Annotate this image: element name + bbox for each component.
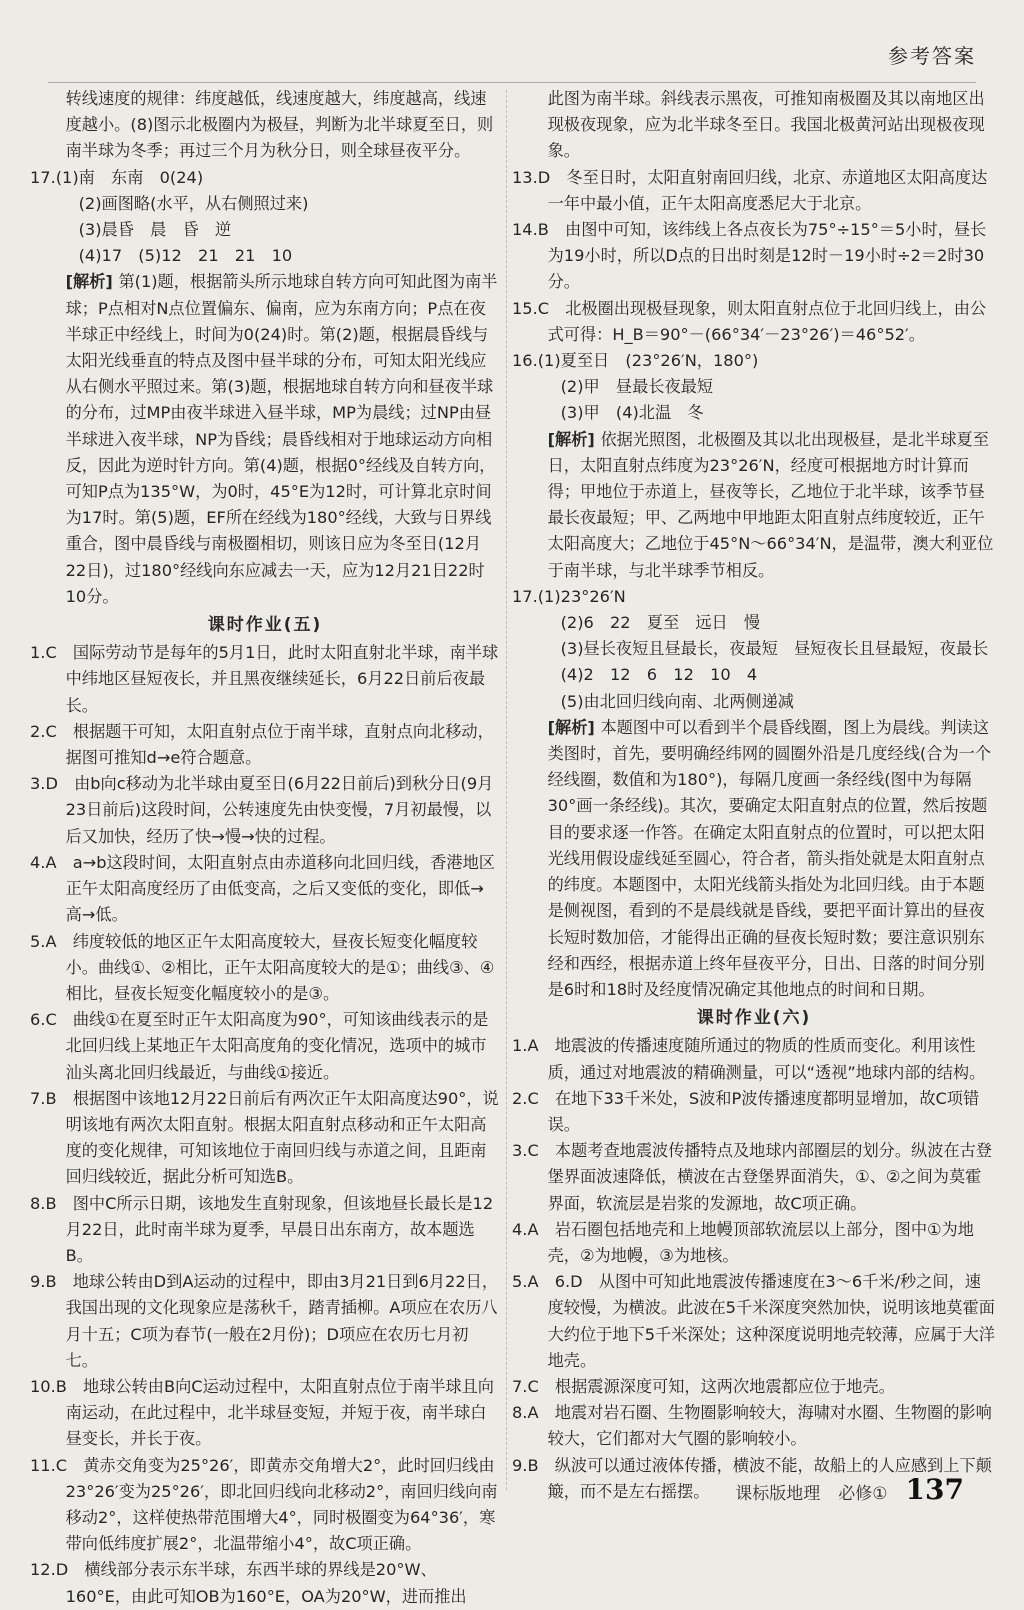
footer [735, 1473, 964, 1506]
header-label: 参考答案 [888, 44, 976, 68]
left-column [30, 86, 500, 1610]
answer-line: (3)晨昏 晨 昏 逆 [78, 220, 232, 240]
answer-line: (2)画图略(水平，从右侧照过来) [78, 193, 309, 213]
answer-item: 5.A 6.D 从图中可知此地震波传播速度在3～6千米/秒之间，速度较慢，为横波。此波在5千米深度突然加快，说明该地莫霍面大约位于地下5千米深处；这种深度说明地壳较薄，应属于大洋地壳。 [512, 1272, 995, 1370]
answer-item: 17.(1)南 东南 0(24) [30, 167, 204, 187]
answer-item: 5.A 纬度较低的地区正午太阳高度较大，昼夜长短变化幅度较小。曲线①、②相比，正午太阳高度较大的是①；曲线③、④相比，昼夜长短变化幅度较小的是③。 [30, 931, 495, 1003]
footer-volume: 必修① [838, 1484, 888, 1504]
answer-item: 4.A a→b这段时间，太阳直射点由赤道移向北回归线，香港地区正午太阳高度经历了由低变高，之后又变低的变化，即低→高→低。 [30, 852, 495, 925]
right-column [512, 86, 996, 1505]
answer-item: 10.B 地球公转由B向C运动过程中，太阳直射点位于南半球且向南运动，在此过程中，北半球昼变短，并短于夜，南半球白昼变长，并长于夜。 [30, 1376, 494, 1449]
answer-item: 7.B 根据图中该地12月22日前后有两次正午太阳高度达90°，说明该地有两次太阳直射。根据太阳直射点移动和正午太阳高度的变化规律，可知该地位于南回归线与赤道之间，且距南回归线较近，据此分析可知选B。 [30, 1088, 499, 1187]
answer-item: 2.C 根据题干可知，太阳直射点位于南半球，直射点向北移动，据图可推知d→e符合题意。 [30, 721, 494, 768]
answer-line: (4)2 12 6 12 10 4 [560, 665, 758, 685]
answer-item: 7.C 根据震源深度可知，这两次地震都应位于地壳。 [512, 1376, 895, 1396]
answer-item: 1.C 国际劳动节是每年的5月1日，此时太阳直射北半球，南半球中纬地区昼短夜长，并且黑夜继续延长，6月22日前后夜最长。 [30, 643, 499, 715]
answer-line: (4)17 (5)12 21 21 10 [78, 246, 293, 266]
answer-item: 9.B 地球公转由D到A运动的过程中，即由3月21日到6月22日，我国出现的文化现象应是荡秋千，踏青插柳。A项应在农历八月十五；C项为春节(一般在2月份)；D项应在农历七月初七。 [30, 1272, 499, 1370]
answer-item: 15.C 北极圈出现极昼现象，则太阳直射点位于北回归线上，由公式可得：H_B＝90°－(66°34′－23°26′)＝46°52′。 [512, 298, 987, 344]
analysis-text: 依据光照图，北极圈及其以北出现极昼，是北半球夏至日，太阳直射点纬度为23°26′N，经度可根据地方时计算而得；甲地位于赤道上，昼夜等长，乙地位于北半球，该季节昼最长夜最短；甲、乙两地中甲地距太阳直射点纬度较近，正午太阳高度大；乙地位于45°N～66°34′N，是温带，澳大利亚位于南半球，与北半球季节相反。 [547, 429, 994, 580]
answer-item: 1.A 地震波的传播速度随所通过的物质的性质而变化。利用该性质，通过对地震波的精确测量，可以“透视”地球内部的结构。 [512, 1036, 986, 1082]
section-heading: 课时作业(五) [207, 615, 323, 636]
answer-line: 此图为南半球。斜线表示黑夜，可推知南极圈及其以南地区出现极夜现象，应为北半球冬至日。我国北极黄河站出现极夜现象。 [547, 89, 985, 161]
answer-item: 13.D 冬至日时，太阳直射南回归线，北京、赤道地区太阳高度达一年中最小值，正午太阳高度悉尼大于北京。 [512, 167, 988, 213]
answer-item: 3.C 本题考查地震波传播特点及地球内部圈层的划分。纵波在古登堡界面波速降低，横波在古登堡界面消失，①、②之间为莫霍界面，软流层是岩浆的发源地，故C项正确。 [512, 1141, 992, 1213]
answer-item: 8.A 地震对岩石圈、生物圈影响较大，海啸对水圈、生物圈的影响较大，它们都对大气圈的影响较小。 [512, 1403, 992, 1449]
analysis-tag: [解析] [65, 272, 119, 292]
answer-item: 2.C 在地下33千米处，S波和P波传播速度都明显增加，故C项错误。 [512, 1088, 980, 1134]
analysis-tag: [解析] [547, 717, 601, 737]
answer-item: 12.D 横线部分表示东半球，东西半球的界线是20°W、160°E，由此可知OB为160°E，OA为20°W，进而推出 [30, 1560, 467, 1606]
answer-item: 9.B 纵波可以通过液体传播，横波不能，故船上的人应感到上下颠簸，而不是左右摇摆。 [512, 1455, 992, 1501]
answer-line: 转线速度的规律：纬度越低，线速度越大，纬度越高，线速度越小。(8)图示北极圈内为极昼，判断为北半球夏至日，则南半球为冬季；再过三个月为秋分日，则全球昼夜平分。 [65, 89, 494, 161]
answer-item: 3.D 由b向c移动为北半球由夏至日(6月22日前后)到秋分日(9月23日前后)这段时间，公转速度先由快变慢，7月初最慢，以后又加快，经历了快→慢→快的过程。 [30, 774, 494, 846]
answer-line: (3)昼长夜短且昼最长，夜最短 昼短夜长且昼最短，夜最长 [560, 639, 989, 659]
answer-line: (2)甲 昼最长夜最短 [560, 377, 714, 397]
answer-line: (2)6 22 夏至 远日 慢 [560, 613, 761, 633]
analysis-text: 本题图中可以看到半个晨昏线圈，图上为晨线。判读这类图时，首先，要明确经纬网的圆圈外沿是几度经线(合为一个经线圈，数值和为180°)，每隔几度画一条经线(图中为每隔30°画一条经线)。其次，要确定太阳直射点的位置，然后按题目的要求逐一作答。在确定太阳直射点的位置时，可以把太阳光线用假设虚线延至圆心，符合者，箭头指处就是太阳直射点的纬度。本题图中，太阳光线箭头指处为北回归线。由于本题是侧视图，看到的不是晨线就是昏线，要把平面计算出的昼夜长短时数加倍，才能得出正确的昼夜长短时数；要注意识别东经和西经，根据赤道上终年昼夜平分，日出、日落的时间分别是6时和18时及经度情况确定其他地点的时间和日期。 [547, 717, 992, 999]
analysis-tag: [解析] [547, 429, 601, 449]
answer-item: 11.C 黄赤交角变为25°26′，即黄赤交角增大2°，此时回归线由23°26′变为25°26′，即北回归线向北移动2°，南回归线向南移动2°，这样使热带范围增大4°，同时极圈变为64°36′，寒带向低纬度扩展2°，北温带缩小4°，故C项正确。 [30, 1455, 498, 1554]
analysis-paragraph [30, 269, 500, 610]
answer-item: 8.B 图中C所示日期，该地发生直射现象，但该地昼长最长是12月22日，此时南半球为夏季，早晨日出东南方，故本题选B。 [30, 1193, 494, 1265]
answer-item: 6.C 曲线①在夏至时正午太阳高度为90°，可知该曲线表示的是北回归线上某地正午太阳高度角的变化情况，选项中的城市汕头离北回归线最近，与曲线①接近。 [30, 1010, 489, 1082]
answer-item: 4.A 岩石圈包括地壳和上地幔顶部软流层以上部分，图中①为地壳，②为地幔，③为地核。 [512, 1219, 974, 1265]
answer-line: (5)由北回归线向南、北两侧递减 [560, 691, 794, 711]
answer-line: (3)甲 (4)北温 冬 [560, 403, 704, 423]
section-heading: 课时作业(六) [696, 1008, 812, 1029]
answer-item: 14.B 由图中可知，该纬线上各点夜长为75°÷15°＝5小时，昼长为19小时，所以D点的日出时刻是12时－19小时÷2＝2时30分。 [512, 220, 987, 292]
header-rule [48, 82, 976, 83]
column-divider [506, 90, 507, 1490]
footer-edition: 课标版地理 [735, 1484, 821, 1504]
answer-item: 16.(1)夏至日 (23°26′N，180°) [512, 351, 759, 371]
analysis-paragraph [512, 427, 996, 584]
analysis-paragraph [512, 715, 996, 1003]
page-number: 137 [905, 1473, 964, 1506]
answer-item: 17.(1)23°26′N [512, 586, 626, 606]
analysis-text: 第(1)题，根据箭头所示地球自转方向可知此图为南半球；P点相对N点位置偏东、偏南，应为东南方向；P点在夜半球正中经线上，时间为0(24)时。第(2)题，根据晨昏线与太阳光线垂直的特点及图中昼半球的分布，可知太阳光线应从右侧水平照过来。第(3)题，根据地球自转方向和昼夜半球的分布，过MP由夜半球进入昼半球，MP为晨线；过NP由昼半球进入夜半球，NP为昏线；晨昏线相对于地球运动方向相反，因此为逆时针方向。第(4)题，根据0°经线及自转方向，可知P点为135°W，为0时，45°E为12时，可计算北京时间为17时。第(5)题，EF所在经线为180°经线，大致与日界线重合，图中晨昏线与南极圈相切，则该日应为冬至日(12月22日)，过180°经线向东应减去一天，应为12月21日22时10分。 [65, 272, 498, 606]
